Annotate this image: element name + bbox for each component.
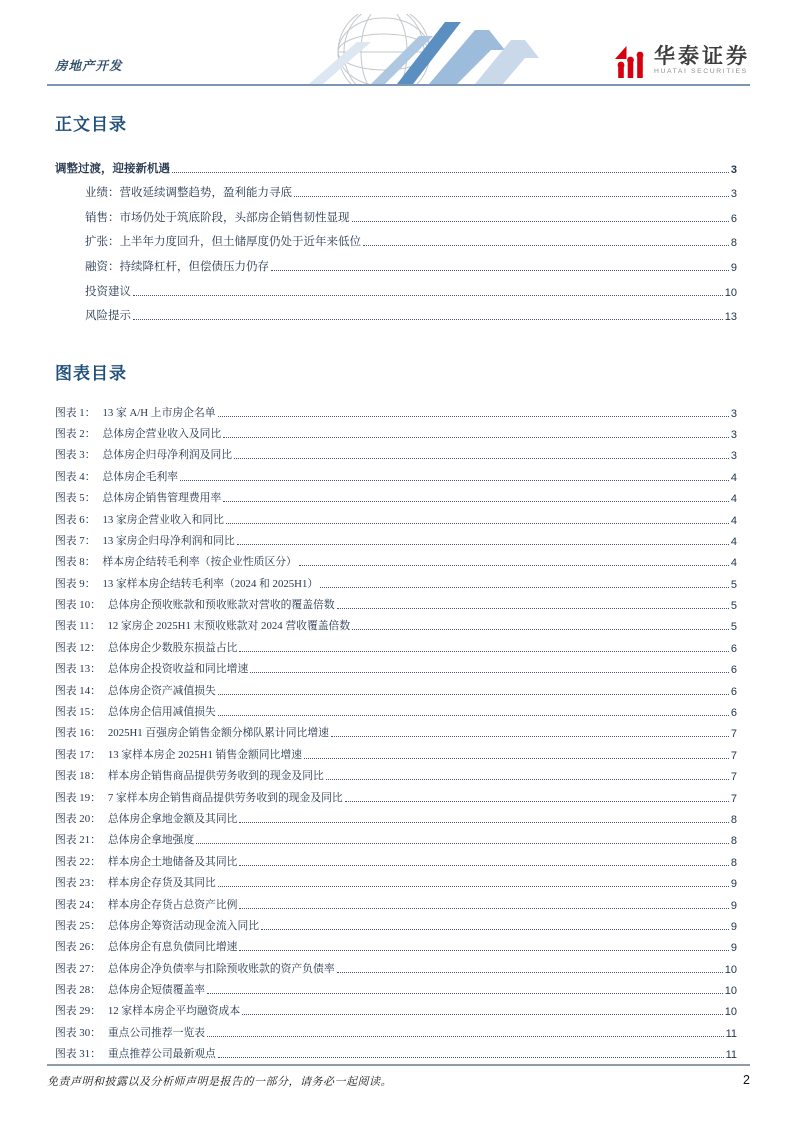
toc-entry-page: 3 (730, 188, 737, 201)
figure-entry-title: 总体房企销售管理费用率 (102, 492, 222, 505)
figure-toc-entry[interactable] (55, 655, 737, 676)
figure-toc-entry[interactable] (55, 420, 737, 441)
toc-entry-title: 融资：持续降杠杆，但偿债压力仍存 (85, 260, 269, 273)
figure-entry-label: 图表 10： (55, 599, 101, 612)
dotted-leader (271, 270, 729, 271)
figure-entry-page: 6 (730, 664, 737, 677)
dotted-leader (337, 608, 729, 609)
figure-entry-label: 图表 30： (55, 1026, 101, 1039)
figure-entry-page: 11 (725, 1027, 737, 1040)
figure-entry-page: 10 (724, 1006, 737, 1019)
figure-entry-label: 图表 31： (55, 1048, 101, 1061)
dotted-leader (234, 458, 729, 459)
figure-entry-label: 图表 8： (55, 556, 96, 569)
figure-entry-label: 图表 27： (55, 962, 101, 975)
toc-entry-title: 销售：市场仍处于筑底阶段，头部房企销售韧性显现 (85, 211, 350, 224)
figure-entry-label: 图表 23： (55, 877, 101, 890)
figure-entry-title: 7 家样本房企销售商品提供劳务收到的现金及同比 (107, 791, 343, 804)
figure-entry-title: 总体房企少数股东损益占比 (107, 641, 238, 654)
toc-entry[interactable] (55, 274, 737, 299)
figure-entry-label: 图表 5： (55, 492, 96, 505)
figure-entry-title: 总体房企毛利率 (102, 470, 179, 483)
figure-entry-title: 13 家样本房企 2025H1 销售金额同比增速 (107, 748, 302, 761)
figure-entry-title: 总体房企筹资活动现金流入同比 (107, 919, 260, 932)
industry-label: 房地产开发 (55, 59, 123, 73)
toc-entry-title: 调整过渡，迎接新机遇 (55, 162, 170, 175)
dotted-leader (242, 1014, 723, 1015)
figure-toc-entry[interactable] (55, 633, 737, 654)
figure-entry-page: 5 (730, 600, 737, 613)
brand-logo (613, 44, 750, 78)
dotted-leader (196, 843, 729, 844)
figure-entry-page: 6 (730, 685, 737, 698)
dotted-leader (180, 480, 729, 481)
toc-entry-title: 业绩：营收延续调整趋势，盈利能力寻底 (85, 187, 292, 200)
figure-entry-page: 4 (730, 557, 737, 570)
figure-toc-entry[interactable] (55, 569, 737, 590)
figure-toc-entry[interactable] (55, 826, 737, 847)
dotted-leader (237, 544, 729, 545)
figure-entry-label: 图表 17： (55, 748, 101, 761)
figure-entry-page: 4 (730, 535, 737, 548)
huatai-logo-icon (613, 44, 647, 78)
figure-toc-heading: 图表目录 (55, 364, 127, 384)
toc-entry-page: 3 (730, 163, 737, 176)
figure-entry-title: 13 家 A/H 上市房企名单 (102, 406, 216, 419)
dotted-leader (239, 908, 728, 909)
dotted-leader (320, 587, 729, 588)
figure-toc-entry[interactable] (55, 698, 737, 719)
figure-entry-title: 总体房企归母净利润及同比 (102, 449, 233, 462)
dotted-leader (250, 672, 729, 673)
figure-entry-title: 样本房企结转毛利率（按企业性质区分） (102, 556, 297, 569)
figure-entry-page: 8 (730, 835, 737, 848)
dotted-leader (218, 694, 729, 695)
figure-toc-entry[interactable] (55, 441, 737, 462)
figure-entry-title: 13 家房企归母净利润和同比 (102, 534, 235, 547)
toc-entry[interactable] (55, 176, 737, 201)
figure-toc-entry[interactable] (55, 462, 737, 483)
figure-entry-title: 13 家房企营业收入和同比 (102, 513, 224, 526)
dotted-leader (239, 822, 728, 823)
dotted-leader (352, 629, 729, 630)
dotted-leader (352, 221, 729, 222)
toc-entry[interactable] (55, 299, 737, 324)
figure-entry-page: 3 (730, 428, 737, 441)
figure-entry-label: 图表 13： (55, 663, 101, 676)
figure-toc-entry[interactable] (55, 762, 737, 783)
dotted-leader (133, 295, 723, 296)
figure-entry-page: 3 (730, 407, 737, 420)
figure-entry-title: 样本房企土地储备及其同比 (107, 855, 238, 868)
figure-entry-label: 图表 9： (55, 577, 96, 590)
dotted-leader (239, 651, 728, 652)
figure-entry-page: 10 (724, 963, 737, 976)
figure-entry-page: 4 (730, 514, 737, 527)
dotted-leader (239, 865, 728, 866)
figure-toc-entry[interactable] (55, 869, 737, 890)
figure-entry-label: 图表 1： (55, 406, 96, 419)
figure-entry-label: 图表 26： (55, 941, 101, 954)
figure-toc-entry[interactable] (55, 527, 737, 548)
figure-entry-page: 7 (730, 728, 737, 741)
figure-entry-title: 样本房企存货占总资产比例 (107, 898, 238, 911)
figure-entry-page: 5 (730, 578, 737, 591)
figure-entry-page: 8 (730, 856, 737, 869)
figure-entry-label: 图表 6： (55, 513, 96, 526)
figure-entry-title: 12 家房企 2025H1 末预收账款对 2024 营收覆盖倍数 (107, 620, 351, 633)
dotted-leader (133, 319, 723, 320)
figure-entry-label: 图表 18： (55, 770, 101, 783)
figure-entry-page: 9 (730, 899, 737, 912)
brand-name-cn: 华泰证券 (654, 45, 750, 69)
figure-entry-page: 9 (730, 878, 737, 891)
figure-entry-page: 10 (724, 985, 737, 998)
figure-toc-entry[interactable] (55, 890, 737, 911)
figure-toc-entry[interactable] (55, 847, 737, 868)
figure-toc-entry[interactable] (55, 484, 737, 505)
dotted-leader (218, 416, 729, 417)
figure-entry-page: 6 (730, 642, 737, 655)
figure-entry-title: 13 家样本房企结转毛利率（2024 和 2025H1） (102, 577, 319, 590)
figure-entry-page: 9 (730, 942, 737, 955)
figure-entry-page: 7 (730, 749, 737, 762)
dotted-leader (261, 929, 729, 930)
dotted-leader (218, 886, 729, 887)
toc-entry-page: 8 (730, 237, 737, 250)
dotted-leader (345, 801, 729, 802)
figure-toc-entry[interactable] (55, 740, 737, 761)
toc-entry-title: 扩张：上半年力度回升，但土储厚度仍处于近年来低位 (85, 236, 361, 249)
figure-entry-label: 图表 3： (55, 449, 96, 462)
dotted-leader (337, 972, 723, 973)
dotted-leader (331, 736, 729, 737)
figure-toc-list (55, 398, 737, 1061)
figure-entry-title: 总体房企投资收益和同比增速 (107, 663, 249, 676)
figure-entry-page: 9 (730, 920, 737, 933)
toc-entry[interactable] (55, 249, 737, 274)
figure-toc-entry[interactable] (55, 676, 737, 697)
figure-entry-label: 图表 14： (55, 684, 101, 697)
figure-entry-label: 图表 22： (55, 855, 101, 868)
figure-entry-label: 图表 20： (55, 812, 101, 825)
dotted-leader (326, 779, 729, 780)
toc-entry-page: 13 (724, 311, 737, 324)
figure-entry-label: 图表 16： (55, 727, 101, 740)
figure-toc-entry[interactable] (55, 954, 737, 975)
footer-page-number: 2 (743, 1073, 750, 1087)
figure-entry-page: 5 (730, 621, 737, 634)
dotted-leader (304, 758, 729, 759)
figure-entry-page: 8 (730, 813, 737, 826)
figure-entry-title: 总体房企营业收入及同比 (102, 427, 222, 440)
toc-content (55, 84, 737, 1061)
dotted-leader (226, 523, 729, 524)
figure-toc-entry[interactable] (55, 591, 737, 612)
dotted-leader (207, 1036, 724, 1037)
figure-entry-page: 7 (730, 771, 737, 784)
brand-name-en: HUATAI SECURITIES (654, 68, 748, 76)
figure-entry-label: 图表 21： (55, 834, 101, 847)
dotted-leader (172, 172, 729, 173)
figure-entry-label: 图表 7： (55, 534, 96, 547)
figure-entry-title: 总体房企短债覆盖率 (107, 984, 206, 997)
page-header (47, 0, 750, 86)
figure-entry-page: 7 (730, 792, 737, 805)
figure-entry-title: 总体房企拿地金额及其同比 (107, 812, 238, 825)
dotted-leader (363, 245, 729, 246)
figure-toc-entry[interactable] (55, 398, 737, 419)
toc-entry-page: 9 (730, 261, 737, 274)
toc-entry-page: 10 (724, 286, 737, 299)
figure-entry-title: 样本房企销售商品提供劳务收到的现金及同比 (107, 770, 324, 783)
figure-entry-title: 总体房企净负债率与扣除预收账款的资产负债率 (107, 962, 335, 975)
toc-entry-title: 投资建议 (85, 285, 131, 298)
figure-toc-entry[interactable] (55, 912, 737, 933)
figure-entry-title: 总体房企资产减值损失 (107, 684, 216, 697)
figure-entry-label: 图表 28： (55, 984, 101, 997)
figure-toc-entry[interactable] (55, 612, 737, 633)
dotted-leader (218, 715, 729, 716)
toc-entry-title: 风险提示 (85, 310, 131, 323)
figure-entry-page: 3 (730, 450, 737, 463)
figure-entry-label: 图表 12： (55, 641, 101, 654)
figure-entry-label: 图表 29： (55, 1005, 101, 1018)
figure-entry-title: 2025H1 百强房企销售金额分梯队累计同比增速 (107, 727, 329, 740)
figure-entry-page: 4 (730, 471, 737, 484)
globe-watermark (279, 14, 539, 84)
figure-entry-label: 图表 2： (55, 427, 96, 440)
figure-entry-title: 12 家样本房企平均融资成本 (107, 1005, 241, 1018)
main-toc-list (55, 151, 737, 323)
dotted-leader (218, 1057, 724, 1058)
toc-entry[interactable] (55, 225, 737, 250)
footer-disclaimer: 免责声明和披露以及分析师声明是报告的一部分，请务必一起阅读。 (47, 1076, 392, 1088)
figure-toc-entry[interactable] (55, 933, 737, 954)
figure-toc-entry[interactable] (55, 548, 737, 569)
dotted-leader (223, 437, 729, 438)
figure-entry-title: 重点公司推荐一览表 (107, 1026, 206, 1039)
figure-entry-title: 重点推荐公司最新观点 (107, 1048, 216, 1061)
figure-toc-entry[interactable] (55, 976, 737, 997)
figure-toc-entry[interactable] (55, 997, 737, 1018)
figure-entry-page: 6 (730, 707, 737, 720)
figure-entry-label: 图表 24： (55, 898, 101, 911)
figure-entry-label: 图表 4： (55, 470, 96, 483)
toc-entry-page: 6 (730, 212, 737, 225)
figure-toc-entry[interactable] (55, 1018, 737, 1039)
figure-entry-title: 总体房企拿地强度 (107, 834, 195, 847)
figure-entry-label: 图表 11： (55, 620, 101, 633)
dotted-leader (223, 501, 729, 502)
figure-entry-page: 4 (730, 493, 737, 506)
dotted-leader (294, 196, 729, 197)
dotted-leader (299, 565, 729, 566)
figure-entry-title: 总体房企信用减值损失 (107, 706, 216, 719)
toc-entry[interactable] (55, 200, 737, 225)
main-toc-heading: 正文目录 (55, 115, 127, 134)
dotted-leader (207, 993, 723, 994)
figure-entry-label: 图表 25： (55, 919, 101, 932)
figure-entry-label: 图表 15： (55, 706, 101, 719)
figure-entry-page: 11 (725, 1049, 737, 1062)
toc-entry[interactable] (55, 151, 737, 176)
figure-toc-entry[interactable] (55, 783, 737, 804)
figure-entry-label: 图表 19： (55, 791, 101, 804)
dotted-leader (239, 950, 728, 951)
figure-entry-title: 总体房企预收账款和预收账款对营收的覆盖倍数 (107, 599, 335, 612)
globe-graphic (279, 14, 539, 84)
figure-toc-entry[interactable] (55, 1040, 737, 1061)
figure-entry-title: 总体房企有息负债同比增速 (107, 941, 238, 954)
figure-toc-entry[interactable] (55, 805, 737, 826)
figure-entry-title: 样本房企存货及其同比 (107, 877, 216, 890)
page-footer (47, 1064, 750, 1089)
figure-toc-entry[interactable] (55, 505, 737, 526)
figure-toc-entry[interactable] (55, 719, 737, 740)
